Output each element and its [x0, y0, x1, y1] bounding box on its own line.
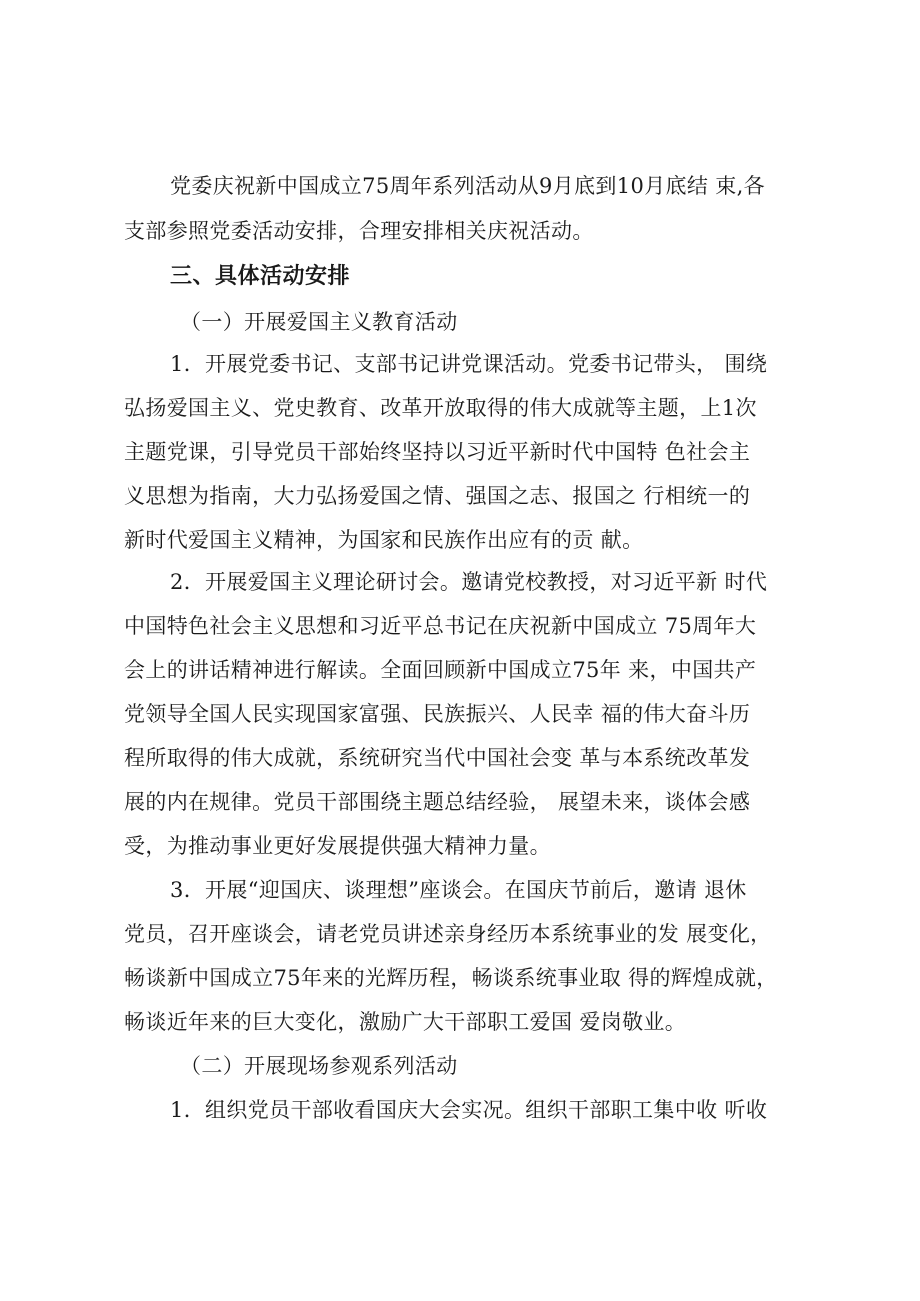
paragraph-1-3-line-4: 畅谈近年来的巨大变化，激励广大干部职工爱国 爱岗敬业。 — [124, 1010, 687, 1034]
paragraph-1-2-line-2: 中国特色社会主义思想和习近平总书记在庆祝新中国成立 75周年大 — [124, 614, 757, 638]
paragraph-1-3-line-1: 3．开展“迎国庆、谈理想”座谈会。在国庆节前后，邀请 退休 — [170, 878, 747, 902]
paragraph-1-1-line-2: 弘扬爱国主义、党史教育、改革开放取得的伟大成就等主题，上1次 — [124, 396, 757, 420]
intro-line-2: 支部参照党委活动安排，合理安排相关庆祝活动。 — [124, 219, 594, 243]
subsection-heading-1: （一）开展爱国主义教育活动 — [180, 310, 458, 334]
paragraph-1-2-line-5: 程所取得的伟大成就，系统研究当代中国社会变 革与本系统改革发 — [124, 746, 751, 770]
paragraph-1-1-line-1: 1．开展党委书记、支部书记讲党课活动。党委书记带头， 围绕 — [170, 352, 768, 376]
paragraph-1-2-line-1: 2．开展爱国主义理论研讨会。邀请党校教授，对习近平新 时代 — [170, 570, 768, 594]
paragraph-1-2-line-6: 展的内在规律。党员干部围绕主题总结经验， 展望未来，谈体会感 — [124, 790, 751, 814]
section-heading: 三、具体活动安排 — [170, 264, 351, 289]
paragraph-1-3-line-2: 党员，召开座谈会，请老党员讲述亲身经历本系统事业的发 展变化， — [124, 922, 772, 946]
paragraph-1-1-line-5: 新时代爱国主义精神，为国家和民族作出应有的贡 献。 — [124, 528, 644, 552]
paragraph-1-2-line-4: 党领导全国人民实现国家富强、民族振兴、人民幸 福的伟大奋斗历 — [124, 702, 751, 726]
paragraph-1-2-line-7: 受，为推动事业更好发展提供强大精神力量。 — [124, 834, 551, 858]
subsection-heading-2: （二）开展现场参观系列活动 — [180, 1054, 458, 1078]
paragraph-1-3-line-3: 畅谈新中国成立75年来的光辉历程，畅谈系统事业取 得的辉煌成就， — [124, 966, 778, 990]
paragraph-2-1-line-1: 1．组织党员干部收看国庆大会实况。组织干部职工集中收 听收 — [170, 1098, 768, 1122]
paragraph-1-1-line-4: 义思想为指南，大力弘扬爱国之情、强国之志、报国之 行相统一的 — [124, 484, 751, 508]
intro-line-1: 党委庆祝新中国成立75周年系列活动从9月底到10月底结 束,各 — [170, 174, 766, 198]
paragraph-1-2-line-3: 会上的讲话精神进行解读。全面回顾新中国成立75年 来，中国共产 — [124, 658, 757, 682]
paragraph-1-1-line-3: 主题党课，引导党员干部始终坚持以习近平新时代中国特 色社会主 — [124, 440, 751, 464]
